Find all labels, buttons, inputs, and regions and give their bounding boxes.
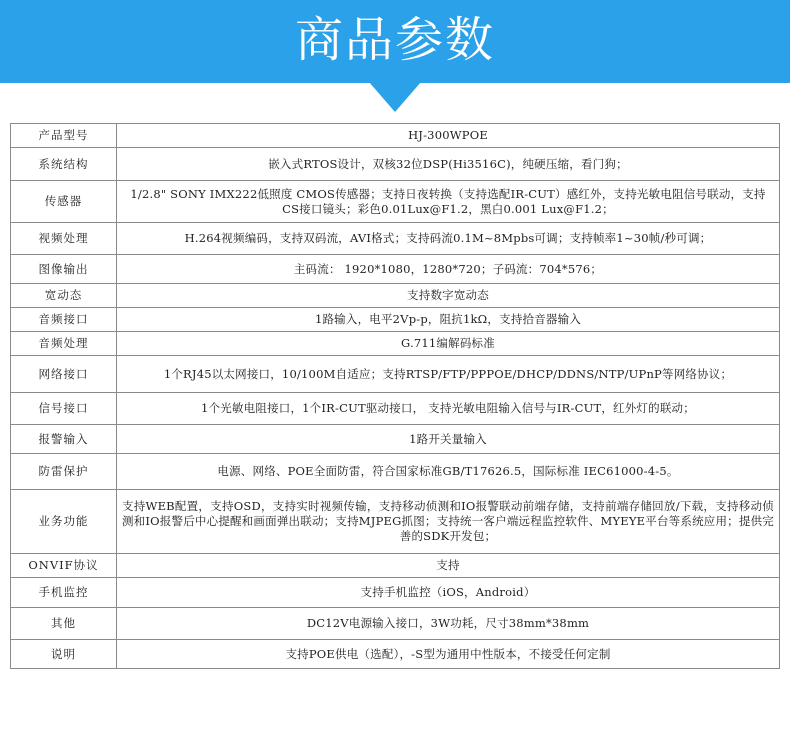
spec-label: 音频处理	[11, 332, 117, 356]
spec-value: H.264视频编码，支持双码流，AVI格式；支持码流0.1M~8Mpbs可调；支持帧率1~30帧/秒可调；	[117, 223, 780, 255]
spec-value: HJ-300WPOE	[117, 124, 780, 148]
spec-value: 支持手机监控（iOS，Android）	[117, 578, 780, 608]
spec-label: 防雷保护	[11, 454, 117, 490]
spec-label: 手机监控	[11, 578, 117, 608]
table-row	[11, 356, 780, 393]
spec-value: G.711编解码标准	[117, 332, 780, 356]
spec-label: 图像输出	[11, 255, 117, 284]
spec-label: 业务功能	[11, 490, 117, 554]
spec-label: 产品型号	[11, 124, 117, 148]
spec-value: 1路开关量输入	[117, 425, 780, 454]
spec-label: 宽动态	[11, 284, 117, 308]
spec-value: 电源、网络、POE全面防雷，符合国家标准GB/T17626.5，国际标准 IEC61000-4-5。	[117, 454, 780, 490]
spec-label: 信号接口	[11, 393, 117, 425]
table-row	[11, 308, 780, 332]
spec-value: 1路输入，电平2Vp-p，阻抗1kΩ，支持拾音器输入	[117, 308, 780, 332]
table-row	[11, 578, 780, 608]
spec-value: 主码流： 1920*1080，1280*720；子码流：704*576；	[117, 255, 780, 284]
spec-label: ONVIF协议	[11, 554, 117, 578]
table-row	[11, 223, 780, 255]
table-row	[11, 148, 780, 181]
spec-value: 支持WEB配置，支持OSD，支持实时视频传输，支持移动侦测和IO报警联动前端存储，支持前端存储回放/下载，支持移动侦测和IO报警后中心提醒和画面弹出联动；支持MJPEG抓图；支持统一客户端远程监控软件、MYEYE平台等系统应用；提供完善的SDK开发包；	[117, 490, 780, 554]
spec-value: 嵌入式RTOS设计，双核32位DSP(Hi3516C)，纯硬压缩，看门狗；	[117, 148, 780, 181]
spec-label: 说明	[11, 640, 117, 669]
spec-value: 支持POE供电（选配），-S型为通用中性版本，不接受任何定制	[117, 640, 780, 669]
table-row	[11, 454, 780, 490]
header-banner	[0, 0, 790, 83]
spec-label: 报警输入	[11, 425, 117, 454]
spec-value: DC12V电源输入接口，3W功耗，尺寸38mm*38mm	[117, 608, 780, 640]
table-row	[11, 608, 780, 640]
spec-value: 支持数字宽动态	[117, 284, 780, 308]
spec-label: 传感器	[11, 181, 117, 223]
spec-value: 支持	[117, 554, 780, 578]
table-row	[11, 490, 780, 554]
spec-table	[10, 123, 780, 669]
spec-label: 其他	[11, 608, 117, 640]
table-row	[11, 332, 780, 356]
spec-value: 1/2.8" SONY IMX222低照度 CMOS传感器；支持日夜转换（支持选配IR-CUT）感红外，支持光敏电阻信号联动，支持CS接口镜头；彩色0.01Lux@F1.2，黑白0.001 Lux@F1.2；	[117, 181, 780, 223]
table-row	[11, 425, 780, 454]
table-row	[11, 255, 780, 284]
table-row	[11, 124, 780, 148]
spec-label: 系统结构	[11, 148, 117, 181]
page-title: 商品参数	[294, 12, 495, 68]
spec-label: 网络接口	[11, 356, 117, 393]
table-row	[11, 393, 780, 425]
spec-label: 视频处理	[11, 223, 117, 255]
spec-value: 1个光敏电阻接口，1个IR-CUT驱动接口， 支持光敏电阻输入信号与IR-CUT，红外灯的联动；	[117, 393, 780, 425]
table-row	[11, 284, 780, 308]
table-row	[11, 640, 780, 669]
banner-pointer	[369, 82, 421, 112]
spec-value: 1个RJ45以太网接口，10/100M自适应；支持RTSP/FTP/PPPOE/DHCP/DDNS/NTP/UPnP等网络协议；	[117, 356, 780, 393]
spec-label: 音频接口	[11, 308, 117, 332]
table-row	[11, 181, 780, 223]
table-row	[11, 554, 780, 578]
